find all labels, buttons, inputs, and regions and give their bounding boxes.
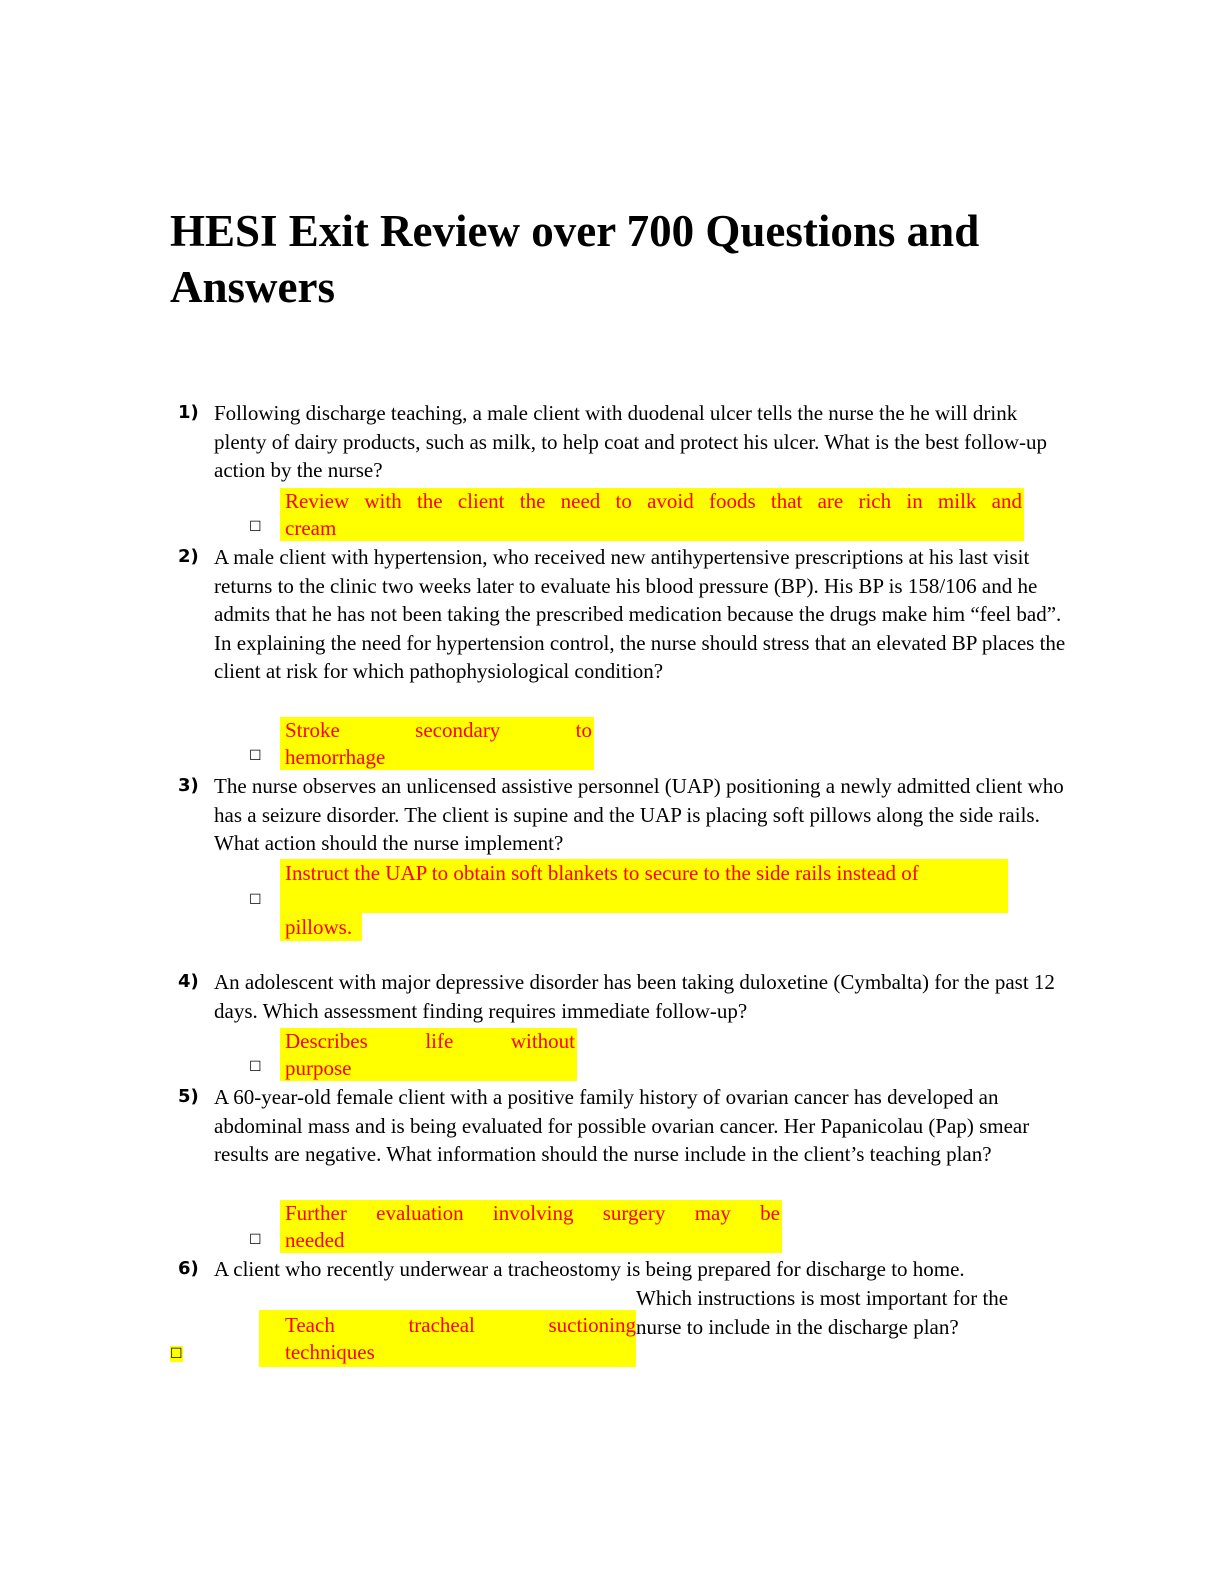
answer-line: Describes life without xyxy=(285,1029,575,1053)
question-4-number: 4) xyxy=(178,971,199,992)
question-1-answer xyxy=(280,488,1024,541)
question-5-text: A 60-year-old female client with a positive family history of ovarian cancer has developed an abdominal mass and is being evaluated for possible ovarian cancer. Her Papanicolau (Pap) smear results are negative. What information should the nurse include in the client’s teaching plan? xyxy=(214,1085,1030,1167)
answer-line: purpose xyxy=(285,1055,352,1080)
question-1-text: Following discharge teaching, a male client with duodenal ulcer tells the nurse the he will drink plenty of dairy products, such as milk, to help coat and protect his ulcer. What is the best follow-up action by the nurse? xyxy=(214,401,1048,483)
answer-line: cream xyxy=(285,515,337,540)
question-2-checkbox-icon: ☐ xyxy=(249,748,262,764)
question-5-checkbox-icon: ☐ xyxy=(249,1232,262,1248)
answer-line: Teach tracheal suctioning xyxy=(285,1313,636,1337)
question-6-text: A client who recently underwear a tracheostomy is being prepared for discharge to home. xyxy=(214,1257,965,1281)
question-5-number: 5) xyxy=(178,1086,199,1107)
question-6-answer xyxy=(259,1310,636,1367)
answer-line: hemorrhage xyxy=(285,744,386,769)
question-2-text: A male client with hypertension, who received new antihypertensive prescriptions at his last visit returns to the clinic two weeks later to evaluate his blood pressure (BP). His BP is 158/106 and he admits that he has not been taking the prescribed medication because the drugs make him “feel bad”. In explaining the need for hypertension control, the nurse should stress that an elevated BP places the client at risk for which pathophysiological condition? xyxy=(214,545,1066,684)
answer-line: Review with the client the need to avoid foods that are rich in milk and xyxy=(285,489,1022,513)
question-6-text-continued-1: Which instructions is most important for the xyxy=(636,1286,1009,1310)
question-1-checkbox-icon: ☐ xyxy=(249,519,262,535)
answer-line: needed xyxy=(285,1227,345,1252)
question-3-answer-line-2-box xyxy=(280,913,362,941)
answer-line: Further evaluation involving surgery may be xyxy=(285,1201,780,1225)
answer-line: Instruct the UAP to obtain soft blankets to secure to the side rails instead of xyxy=(285,861,919,885)
question-5-answer xyxy=(280,1200,782,1253)
question-3-answer-line-1-box xyxy=(280,859,1008,913)
question-2-answer xyxy=(280,717,594,770)
document-title: HESI Exit Review over 700 Questions and Answers xyxy=(170,206,980,312)
question-3-text: The nurse observes an unlicensed assistive personnel (UAP) positioning a newly admitted client who has a seizure disorder. The client is supine and the UAP is placing soft pillows along the side rails. What action should the nurse implement? xyxy=(214,774,1064,856)
question-4-text: An adolescent with major depressive disorder has been taking duloxetine (Cymbalta) for the past 12 days. Which assessment finding requires immediate follow-up? xyxy=(214,970,1055,1023)
question-4-answer xyxy=(280,1028,577,1081)
question-4-checkbox-icon: ☐ xyxy=(249,1059,262,1075)
question-2-number: 2) xyxy=(178,546,199,567)
question-6-checkbox-icon: ☐ xyxy=(170,1346,183,1362)
question-6-text-continued-2: nurse to include in the discharge plan? xyxy=(636,1315,959,1339)
question-3-checkbox-icon: ☐ xyxy=(249,892,262,908)
answer-line: Stroke secondary to xyxy=(285,718,592,742)
question-3-number: 3) xyxy=(178,775,199,796)
answer-line: pillows. xyxy=(285,915,353,939)
question-1-number: 1) xyxy=(178,402,199,423)
question-6-number: 6) xyxy=(178,1258,199,1279)
answer-line: techniques xyxy=(285,1339,375,1364)
